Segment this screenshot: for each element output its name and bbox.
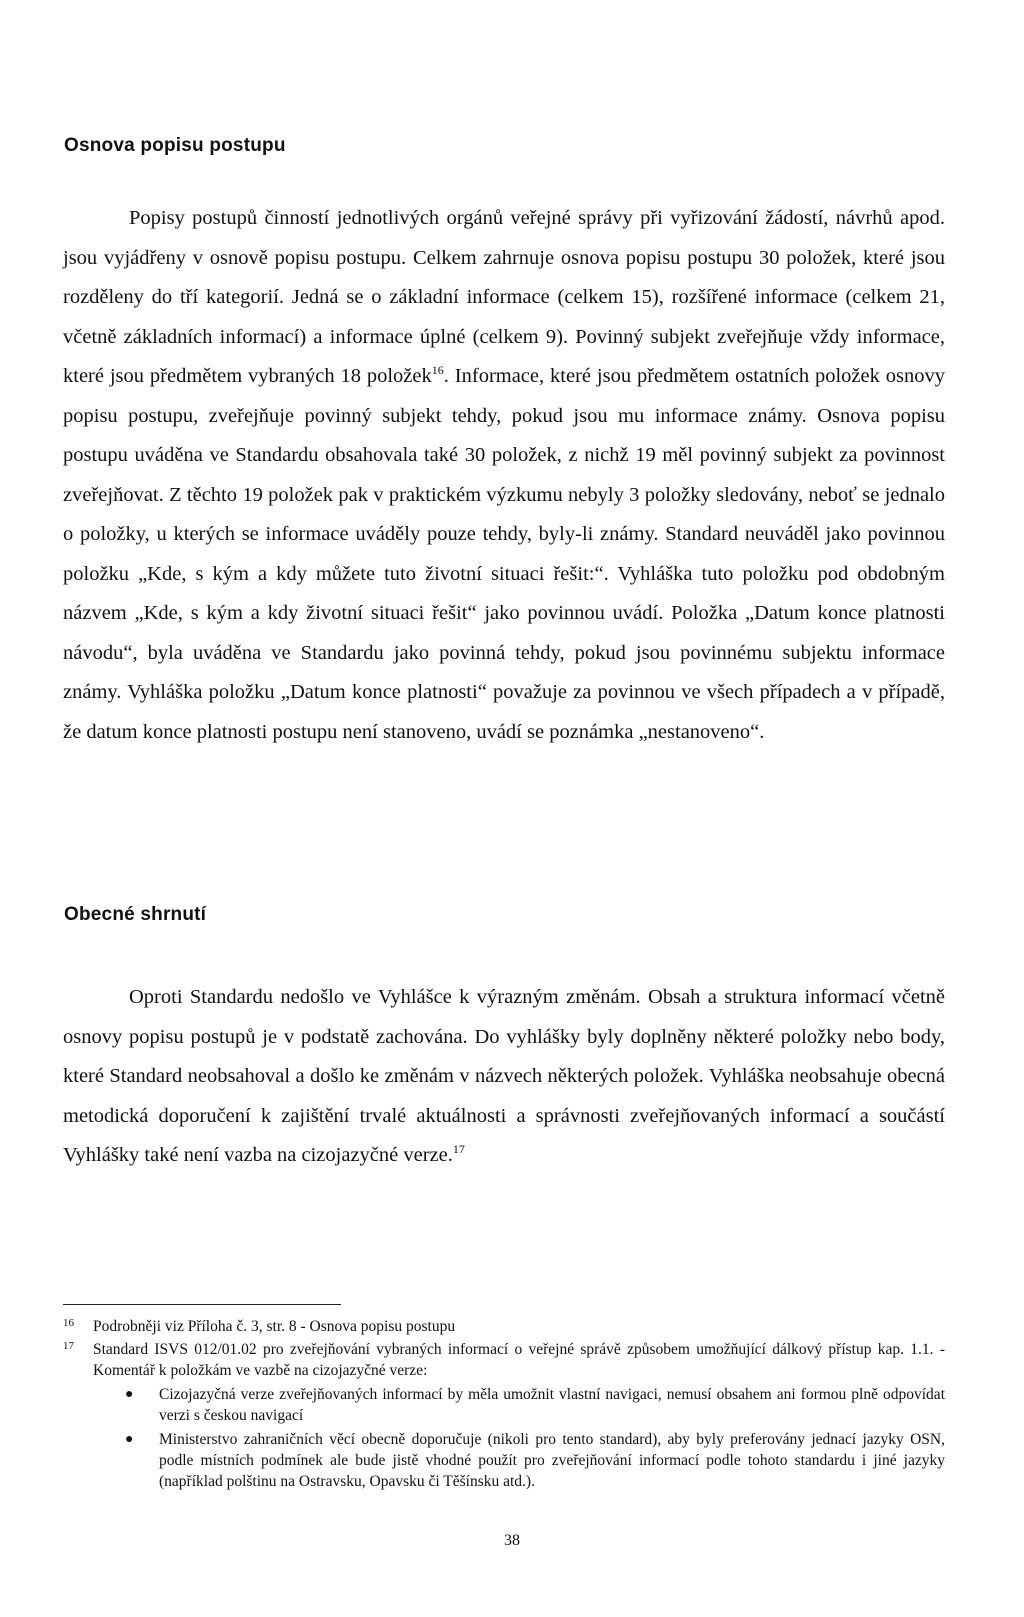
footnote-body — [93, 1339, 945, 1492]
footnote-text: Podrobněji viz Příloha č. 3, str. 8 - Osnova popisu postupu — [93, 1318, 456, 1335]
footnote-17 — [63, 1339, 945, 1492]
footnote-bullet-list — [93, 1384, 945, 1492]
paragraph-osnova-part-b: . Informace, které jsou předmětem ostatních položek osnovy popisu postupu, zveřejňuje povinný subjekt tehdy, pokud jsou mu informace známy. Osnova popisu postupu uváděna ve Standardu obsahovala také 30 položek, z nichž 19 měl povinný subjekt za povinnost zveřejňovat. Z těchto 19 položek pak v praktickém výzkumu nebyly 3 položky sledovány, neboť se jednalo o položky, u kterých se informace uváděly pouze tehdy, byly-li známy. Standard neuváděl jako povinnou položku „Kde, s kým a kdy můžete tuto životní situaci řešit:“. Vyhláška tuto položku pod obdobným názvem „Kde, s kým a kdy životní situaci řešit“ jako povinnou uvádí. Položka „Datum konce platnosti návodu“, byla uváděna ve Standardu jako povinná tehdy, pokud jsou povinnému subjektu informace známy. Vyhláška položku „Datum konce platnosti“ považuje za povinnou ve všech případech a v případě, že datum konce platnosti postupu není stanoveno, uvádí se poznámka „nestanoveno“. — [63, 365, 945, 743]
bullet-text: Ministerstvo zahraničních věcí obecně doporučuje (nikoli pro tento standard), aby byly preferovány jednací jazyky OSN, podle místních podmínek ale bude jistě vhodné použít pro zveřejňování informací podle tohoto standardu i jiné jazyky (například polštinu na Ostravsku, Opavsku či Těšínsku atd.). — [159, 1431, 945, 1490]
bullet-icon: ● — [125, 1432, 134, 1447]
footnote-16 — [63, 1316, 945, 1337]
bullet-text: Cizojazyčná verze zveřejňovaných informací by měla umožnit vlastní navigaci, nemusí obsahem ani formou plně odpovídat verzi s českou navigací — [159, 1386, 945, 1424]
footnote-number: 17 — [63, 1340, 74, 1352]
paragraph-shrnuti-text: Oproti Standardu nedošlo ve Vyhlášce k výrazným změnám. Obsah a struktura informací včetně osnovy popisu postupů je v podstatě zachována. Do vyhlášky byly doplněny některé položky nebo body, které Standard neobsahoval a došlo ke změnám v názvech některých položek. Vyhláška neobsahuje obecná metodická doporučení k zajištění trvalé aktuálnosti a správnosti zveřejňovaných informací a součástí Vyhlášky také není vazba na cizojazyčné verze. — [63, 986, 945, 1166]
list-item — [93, 1429, 945, 1492]
footnotes — [63, 1316, 945, 1492]
footnote-separator — [63, 1304, 341, 1305]
bullet-icon: ● — [125, 1387, 134, 1402]
footnote-ref-16[interactable]: 16 — [431, 363, 444, 378]
page-number: 38 — [504, 1532, 520, 1549]
footnote-number: 16 — [63, 1317, 74, 1329]
footnote-ref-17[interactable]: 17 — [452, 1142, 465, 1157]
list-item — [93, 1384, 945, 1426]
paragraph-osnova-part-a: Popisy postupů činností jednotlivých orgánů veřejné správy při vyřizování žádostí, návrhů apod. jsou vyjádřeny v osnově popisu postupu. Celkem zahrnuje osnova popisu postupu 30 položek, které jsou rozděleny do tří kategorií. Jedná se o základní informace (celkem 15), rozšířené informace (celkem 21, včetně základních informací) a informace úplné (celkem 9). Povinný subjekt zveřejňuje vždy informace, které jsou předmětem vybraných 18 položek — [63, 207, 945, 387]
section-heading-shrnuti: Obecné shrnutí — [64, 904, 207, 925]
section-heading-osnova: Osnova popisu postupu — [64, 135, 286, 156]
paragraph-osnova — [63, 199, 945, 752]
paragraph-shrnuti — [63, 978, 945, 1176]
footnote-text: Standard ISVS 012/01.02 pro zveřejňování vybraných informací o veřejné správě způsobem umožňující dálkový přístup kap. 1.1. - Komentář k položkám ve vazbě na cizojazyčné verze: — [93, 1341, 945, 1379]
